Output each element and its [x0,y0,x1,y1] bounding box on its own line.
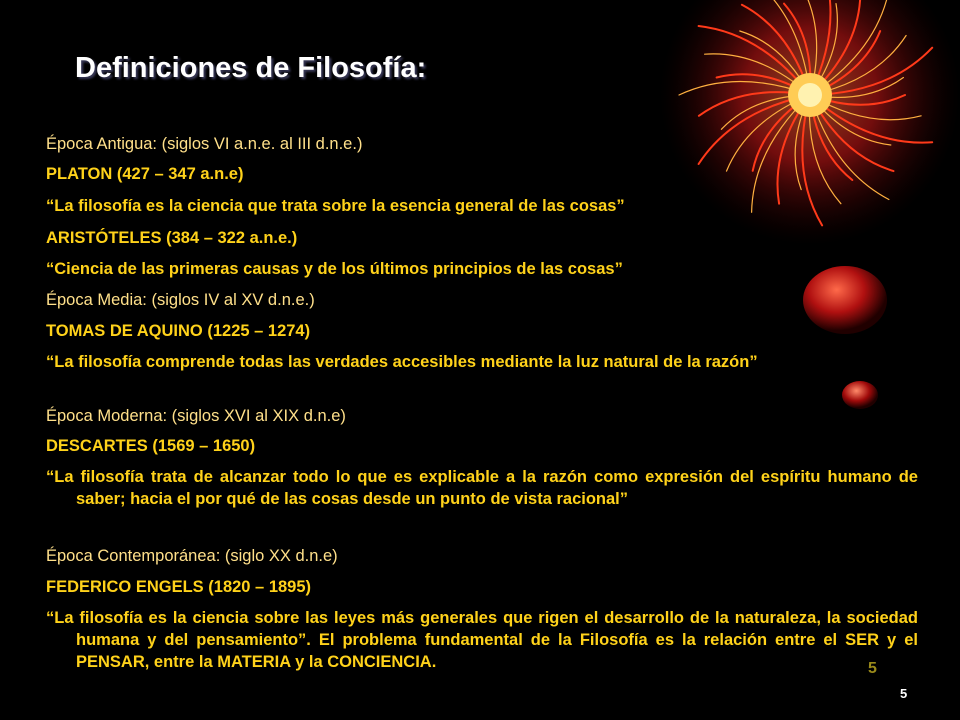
page-number-shadow: 5 [868,660,877,677]
epoch-heading: Época Antigua: (siglos VI a.n.e. al III d.n.e.) [46,135,363,153]
philosopher-name: FEDERICO ENGELS (1820 – 1895) [46,578,312,596]
firework-ray [679,82,810,96]
firework-ray [810,95,905,105]
firework-ray [810,0,860,95]
definition-quote: “Ciencia de las primeras causas y de los últimos principios de las cosas” [46,260,623,278]
firework-ray [699,92,810,116]
firework-ray [800,0,817,95]
firework-ray [810,36,906,96]
firework-ray [810,0,889,95]
firework-ray [717,74,810,95]
firework-ray [705,54,810,95]
firework-ray [721,95,810,129]
philosopher-name: ARISTÓTELES (384 – 322 a.n.e.) [46,229,298,247]
philosopher-name: PLATON (427 – 347 a.n.e) [46,165,244,183]
firework-ray [784,4,810,95]
epoch-heading: Época Contemporánea: (siglo XX d.n.e) [46,547,338,565]
firework-ray [742,5,810,95]
firework-ray [810,78,903,98]
definition-quote: “La filosofía trata de alcanzar todo lo que es explicable a la razón como expresión del espíritu humano de saber; hacia el por qué de las cosas desde un punto de vista racional” [46,468,918,508]
slide-title: Definiciones de Filosofía: [75,52,427,84]
firework-ray [752,0,810,95]
epoch-heading: Época Moderna: (siglos XVI al XIX d.n.e) [46,407,346,425]
firework-ray [740,31,810,95]
epoch-heading: Época Media: (siglos IV al XV d.n.e.) [46,291,315,309]
philosopher-name: DESCARTES (1569 – 1650) [46,437,256,455]
definition-quote: “La filosofía es la ciencia sobre las leyes más generales que rigen el desarrollo de la naturaleza, la sociedad humana y del pensamiento”. El problema fundamental de la Filosofía es la relación entre el SER y el PENSAR, entre la MATERIA y la CONCIENCIA. [46,609,918,671]
firework-ray [810,31,880,95]
firework-ray [810,95,921,120]
firework-ray [810,4,837,95]
firework-ray [699,26,810,95]
firework-ray [810,48,932,95]
page-number: 5 [900,686,908,701]
definition-quote: “La filosofía es la ciencia que trata sobre la esencia general de las cosas” [46,197,625,215]
definition-quote: “La filosofía comprende todas las verdades accesibles mediante la luz natural de la razón” [46,353,758,371]
philosopher-name: TOMAS DE AQUINO (1225 – 1274) [46,322,311,340]
firework-ray [810,0,830,95]
